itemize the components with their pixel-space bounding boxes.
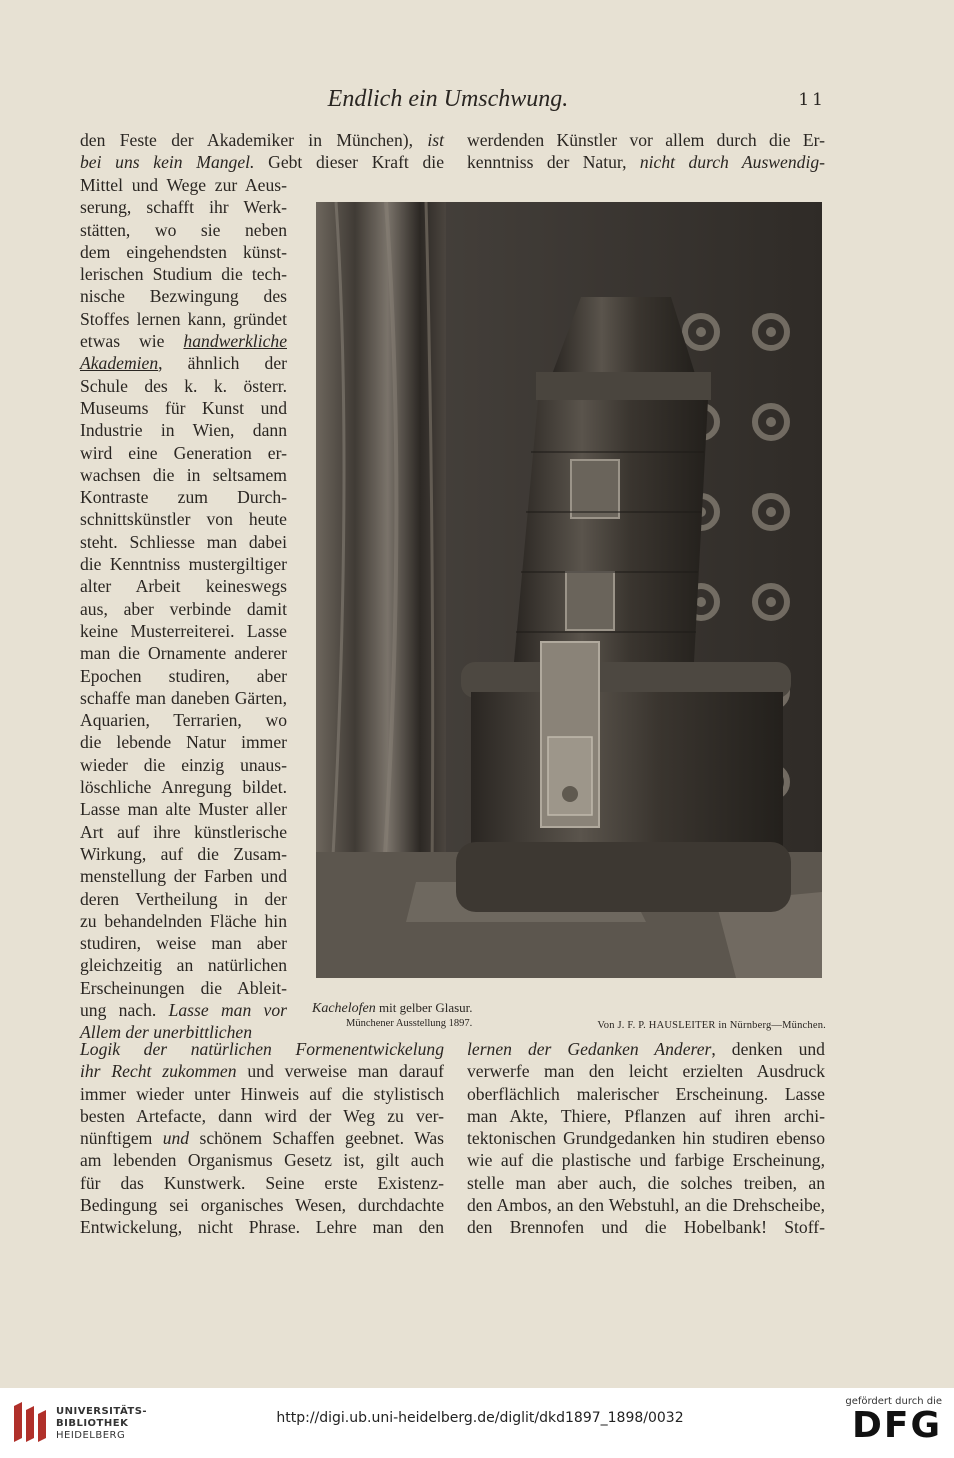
text-line: lernen der Gedanken Anderer, denken und [467, 1039, 825, 1059]
text-line: Epochen studiren, aber [80, 665, 287, 686]
text-line: ihr Recht zukommen und verweise man darauf [80, 1061, 444, 1082]
text-line: Logik der natürlichen Formenentwickelung [80, 1039, 444, 1059]
text-line: Aquarien, Terrarien, wo [80, 710, 287, 731]
text-line: Schule des k. k. österr. [80, 375, 287, 396]
page-number: 11 [798, 90, 826, 110]
text-line: den Brennofen und die Hobelbank! Stoff- [467, 1217, 825, 1238]
running-title: Endlich ein Umschwung. [327, 86, 569, 112]
permalink[interactable]: http://digi.ub.uni-heidelberg.de/diglit/dkd1897_1898/0032 [276, 1410, 684, 1426]
text-line: Entwickelung, nicht Phrase. Lehre man den [80, 1217, 444, 1238]
text-line: bei uns kein Mangel. Gebt dieser Kraft die [80, 152, 444, 173]
text-line: man die Ornamente anderer [80, 643, 287, 664]
text-line: Bedingung sei organisches Wesen, durchdachte [80, 1195, 444, 1216]
text-line: zu behandelnden Fläche hin [80, 910, 287, 931]
caption-exhibition: Münchener Ausstellung 1897. [346, 1018, 473, 1029]
text-line: schaffe man daneben Gärten, [80, 687, 287, 708]
text-line: den Feste der Akademiker in München), ist [80, 130, 444, 150]
text-line: nische Bezwingung des [80, 286, 287, 307]
right-column-top [467, 129, 825, 174]
left-column-top [80, 129, 444, 174]
text-line: keine Musterreiterei. Lasse [80, 620, 287, 641]
text-line: alter Arbeit keineswegs [80, 576, 287, 597]
dfg-wordmark: DFG [851, 1405, 942, 1446]
text-line: am lebenden Organismus Gesetz ist, gilt auch [80, 1150, 444, 1171]
text-line: den Ambos, an den Webstuhl, an die Drehscheibe, [467, 1195, 825, 1216]
text-line: Erscheinungen die Ableit- [80, 977, 287, 998]
text-line: die Kenntniss mustergiltiger [80, 554, 287, 575]
left-column-bottom [80, 1038, 444, 1239]
text-line: stätten, wo sie neben [80, 219, 287, 240]
text-line: löschliche Anregung bildet. [80, 777, 287, 798]
stove-photograph [316, 202, 822, 978]
text-line: wieder die einzig unaus- [80, 754, 287, 775]
narrow-column [80, 174, 287, 1044]
text-line: besten Artefacte, dann wird der Weg zu ver- [80, 1105, 444, 1126]
text-line: etwas wie handwerkliche [80, 331, 287, 352]
text-line: Wirkung, auf die Zusam- [80, 843, 287, 864]
text-line: dem eingehendsten künst- [80, 241, 287, 262]
text-line: wachsen die in seltsamem [80, 464, 287, 485]
text-line: studiren, weise man aber [80, 933, 287, 954]
uni-line-3: HEIDELBERG [56, 1430, 126, 1441]
university-logo [10, 1400, 160, 1446]
text-line: die lebende Natur immer [80, 732, 287, 753]
library-logo-icon [10, 1400, 50, 1446]
text-line: Mittel und Wege zur Aeus- [80, 175, 287, 195]
right-column-bottom [467, 1038, 825, 1239]
text-line: stelle man aber auch, die solches treiben, an [467, 1172, 825, 1193]
text-line: Kontraste zum Durch- [80, 487, 287, 508]
text-line: Allem der unerbittlichen [80, 1022, 252, 1043]
text-line: aus, aber verbinde damit [80, 598, 287, 619]
caption-credit: Von J. F. P. HAUSLEITER in Nürnberg—München. [597, 1020, 826, 1031]
text-line: ung nach. Lasse man vor [80, 999, 287, 1020]
text-line: menstellung der Farben und [80, 866, 287, 887]
text-line: oberflächlich malerischer Erscheinung. Lasse [467, 1083, 825, 1104]
caption-title: Kachelofen mit gelber Glasur. [312, 1000, 473, 1016]
text-line: werdenden Künstler vor allem durch die Er- [467, 130, 825, 150]
uni-line-2: BIBLIOTHEK [56, 1418, 129, 1429]
running-header [70, 86, 826, 116]
text-line: Lasse man alte Muster aller [80, 799, 287, 820]
text-line: serung, schafft ihr Werk- [80, 197, 287, 218]
text-line: lerischen Studium die tech- [80, 264, 287, 285]
uni-line-1: UNIVERSITÄTS- [56, 1406, 148, 1417]
text-line: steht. Schliesse man dabei [80, 531, 287, 552]
text-line: schnittskünstler von heute [80, 509, 287, 530]
text-line: man Akte, Thiere, Pflanzen auf ihren archi- [467, 1105, 825, 1126]
text-line: wie auf die plastische und farbige Erscheinung, [467, 1150, 825, 1171]
text-line: Stoffes lernen kann, gründet [80, 308, 287, 329]
text-line: immer wieder unter Hinweis auf die stylistisch [80, 1083, 444, 1104]
text-line: tektonischen Grundgedanken hin studiren ebenso [467, 1128, 825, 1149]
text-line: Industrie in Wien, dann [80, 420, 287, 441]
text-line: Akademien, ähnlich der [80, 353, 287, 374]
text-line: kenntniss der Natur, nicht durch Auswendig- [467, 152, 825, 173]
text-line: verwerfe man den leicht erzielten Ausdruck [467, 1061, 825, 1082]
text-line: für das Kunstwerk. Seine erste Existenz- [80, 1172, 444, 1193]
text-line: nünftigem und schönem Schaffen geebnet. Was [80, 1128, 444, 1149]
funded-by-text: gefördert durch die [845, 1396, 942, 1407]
tiled-stove-illustration [316, 202, 822, 978]
text-line: gleichzeitig an natürlichen [80, 955, 287, 976]
dfg-logo [822, 1396, 942, 1452]
text-line: deren Vertheilung in der [80, 888, 287, 909]
text-line: wird eine Generation er- [80, 442, 287, 463]
text-line: Art auf ihre künstlerische [80, 821, 287, 842]
digitization-footer [0, 1388, 954, 1458]
text-line: Museums für Kunst und [80, 397, 287, 418]
figure-caption [312, 1000, 826, 1036]
